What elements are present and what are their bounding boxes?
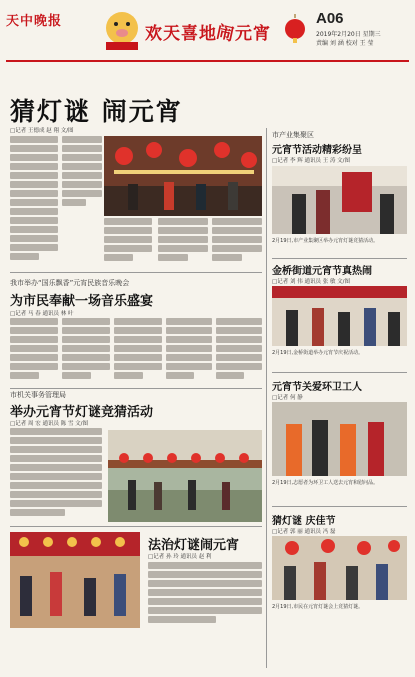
editors-line: 责编 刘 涵 校对 王 莹 [316,40,374,47]
right-3-headline: 元宵节关爱环卫工人 [272,382,362,393]
divider [272,258,407,259]
column-divider [266,128,267,668]
right-2-byline: □记者 刘 伟 通讯员 张 敏 文/图 [272,279,351,285]
page-number: A06 [316,10,344,27]
right-1-byline: □记者 李 辉 通讯员 王 涛 文/图 [272,158,351,164]
article-1-text-col-5 [216,318,262,382]
right-3-byline: □记者 何 静 [272,395,303,401]
right-1-kicker: 市产业集聚区 [272,131,314,139]
article-1-headline: 为市民奉献一场音乐盛宴 [10,294,154,309]
article-3-byline: □记者 孙 玲 通讯员 赵 利 [148,554,212,560]
divider [10,526,262,527]
article-1-text-col-3 [114,318,162,382]
article-2-byline: □记者 周 宏 通讯员 陈 雪 文/图 [10,421,89,427]
article-2-text [10,428,102,520]
right-1-caption: 2月19日,市产业集聚区举办元宵灯谜竞猜活动。 [272,238,379,244]
right-4-headline: 猜灯谜 庆佳节 [272,516,336,527]
article-1-byline: □记者 马 春 通讯员 林 叶 [10,311,74,317]
paper-logo: 天中晚报 [6,14,63,29]
main-byline: □记者 王德成 赵 翔 文/图 [10,128,74,134]
masthead [0,0,415,72]
right-2-caption: 2月19日,金桥街道举办元宵节庆祝活动。 [272,350,364,356]
main-text-col-1 [10,136,58,270]
main-text-col-2 [62,136,102,212]
lantern-icon [283,14,307,44]
article-3-headline: 法治灯谜闹元宵 [148,538,240,553]
divider [10,272,262,273]
right-3-caption: 2月19日,志愿者为环卫工人送去元宵和慰问品。 [272,480,379,486]
article-2-kicker: 市机关事务管理局 [10,391,66,399]
riddle-event-photo [108,430,262,522]
masthead-rule [6,60,409,62]
divider [272,372,407,373]
sanitation-workers-photo [272,402,407,476]
article-3-text [148,562,262,630]
main-headline: 猜灯谜 闹元宵 [10,97,183,126]
industrial-zone-photo [272,166,407,234]
date-line: 2019年2月20日 星期三 [316,31,381,38]
law-riddle-photo [10,532,140,628]
main-text-col-4 [158,218,208,270]
zodiac-pig-illustration-icon [100,6,144,54]
right-2-headline: 金桥街道元宵节真热闹 [272,266,372,277]
article-1-text-col-1 [10,318,58,382]
divider [272,506,407,507]
right-4-byline: □记者 郭 丽 通讯员 冯 磊 [272,529,336,535]
article-1-kicker: 我市举办“国乐飘香”元宵民族音乐晚会 [10,279,130,287]
section-title: 欢天喜地闹元宵 [145,22,271,46]
lantern-riddle-photo [104,136,262,216]
main-text-col-3 [104,218,152,270]
article-1-text-col-2 [62,318,110,382]
riddle-festival-photo [272,536,407,600]
divider [10,388,262,389]
article-1-text-col-4 [166,318,212,382]
right-4-caption: 2月19日,市民在元宵灯谜会上竞猜灯谜。 [272,604,364,610]
right-1-headline: 元宵节活动精彩纷呈 [272,145,362,156]
main-text-col-5 [212,218,262,270]
article-2-headline: 举办元宵节灯谜竞猜活动 [10,405,154,420]
jinqiao-street-photo [272,286,407,346]
